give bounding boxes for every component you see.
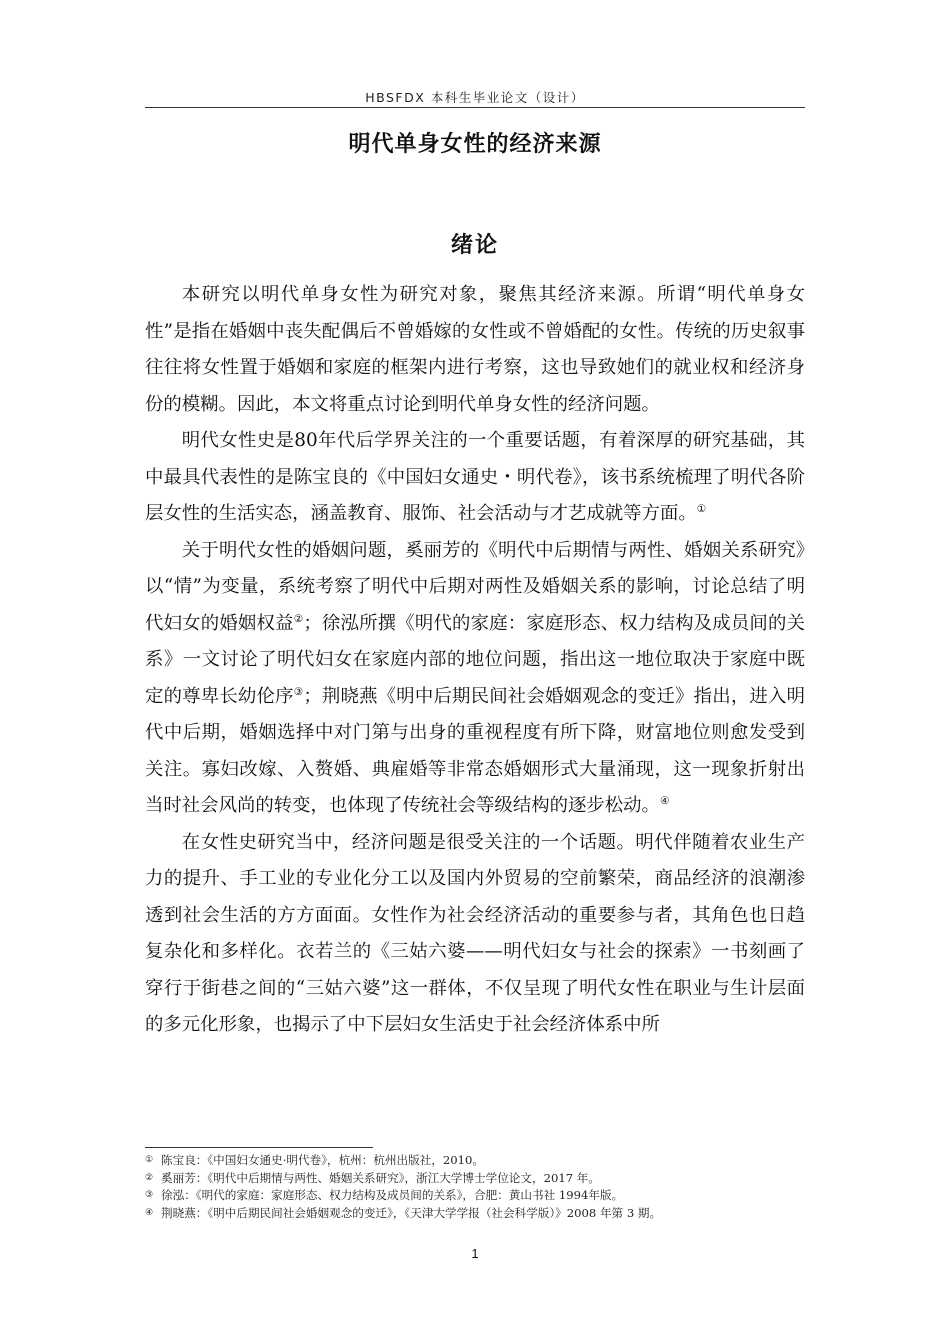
paragraph-1 xyxy=(145,277,805,423)
section-title: 绪论 xyxy=(450,233,499,258)
footnote-ref-2[interactable]: ② xyxy=(293,612,304,625)
paragraph-text: ；徐泓所撰《明代的家庭：家庭形态、权力结构及成员间的关系》一文讨论了明代妇女在家庭内部的地位问题，指出这一地位取决于家庭中既定的尊卑长幼伦序 xyxy=(145,612,805,707)
paragraph-3 xyxy=(145,533,805,825)
footnote-text: 荆晓燕：《明中后期民间社会婚姻观念的变迁》，《天津大学学报（社会科学版）》2008 年第 3 期。 xyxy=(161,1205,662,1220)
paragraph-text: 关于明代女性的婚姻问题，奚丽芳的《明代中后期情与两性、婚姻关系研究》以“情”为变量，系统考察了明代中后期对两性及婚姻关系的影响，讨论总结了明代妇女的婚姻权益 xyxy=(145,539,805,634)
footnote-3 xyxy=(145,1187,825,1205)
footnote-mark: ④ xyxy=(145,1207,154,1218)
footnote-ref-1[interactable]: ① xyxy=(696,502,707,515)
paragraph-text: ；荆晓燕《明中后期民间社会婚姻观念的变迁》指出，进入明代中后期，婚姻选择中对门第与出身的重视程度有所下降，财富地位则愈发受到关注。寡妇改嫁、入赘婚、典雇婚等非常态婚姻形式大量涌现，这一现象折射出当时社会风尚的转变，也体现了传统社会等级结构的逐步松动。 xyxy=(145,685,805,816)
document-title: 明代单身女性的经济来源 xyxy=(348,132,602,157)
paragraph-text: 在女性史研究当中，经济问题是很受关注的一个话题。明代伴随着农业生产力的提升、手工业的专业化分工以及国内外贸易的空前繁荣，商品经济的浪潮渗透到社会生活的方方面面。女性作为社会经济活动的重要参与者，其角色也日趋复杂化和多样化。衣若兰的《三姑六婆——明代妇女与社会的探索》一书刻画了穿行于街巷之间的“三姑六婆”这一群体，不仅呈现了明代女性在职业与生计层面的多元化形象，也揭示了中下层妇女生活史于社会经济体系中所 xyxy=(145,831,805,1035)
footnote-1 xyxy=(145,1152,825,1170)
paragraph-4 xyxy=(145,825,805,1044)
paragraph-2 xyxy=(145,423,805,533)
paragraph-text: 本研究以明代单身女性为研究对象，聚焦其经济来源。所谓“明代单身女性”是指在婚姻中丧失配偶后不曾婚嫁的女性或不曾婚配的女性。传统的历史叙事往往将女性置于婚姻和家庭的框架内进行考察，这也导致她们的就业权和经济身份的模糊。因此，本文将重点讨论到明代单身女性的经济问题。 xyxy=(145,284,805,415)
footnote-ref-4[interactable]: ④ xyxy=(659,794,670,807)
footnote-text: 陈宝良：《中国妇女通史·明代卷》，杭州：杭州出版社，2010。 xyxy=(161,1153,485,1167)
footnote-mark: ② xyxy=(145,1172,154,1183)
footnote-separator xyxy=(145,1147,373,1148)
footnote-text: 徐泓：《明代的家庭：家庭形态、权力结构及成员间的关系》，合肥：黄山书社 1994年版。 xyxy=(161,1188,624,1202)
footnote-mark: ① xyxy=(145,1155,154,1165)
footnote-mark: ③ xyxy=(145,1190,154,1200)
footnote-text: 奚丽芳：《明代中后期情与两性、婚姻关系研究》，浙江大学博士学位论文，2017 年。 xyxy=(161,1170,600,1185)
footnote-ref-3[interactable]: ③ xyxy=(293,685,304,698)
header-rule xyxy=(145,107,805,108)
paragraph-text: 明代女性史是80年代后学界关注的一个重要话题，有着深厚的研究基础，其中最具代表性的是陈宝良的《中国妇女通史・明代卷》，该书系统梳理了明代各阶层女性的生活实态，涵盖教育、服饰、社会活动与才艺成就等方面。 xyxy=(145,430,805,524)
footnote-2 xyxy=(145,1170,825,1188)
footnotes xyxy=(145,1152,825,1222)
body-text xyxy=(145,277,805,1044)
footnote-4 xyxy=(145,1205,825,1223)
running-header: HBSFDX 本科生毕业论文（设计） xyxy=(365,90,585,105)
page-number: 1 xyxy=(471,1246,479,1261)
